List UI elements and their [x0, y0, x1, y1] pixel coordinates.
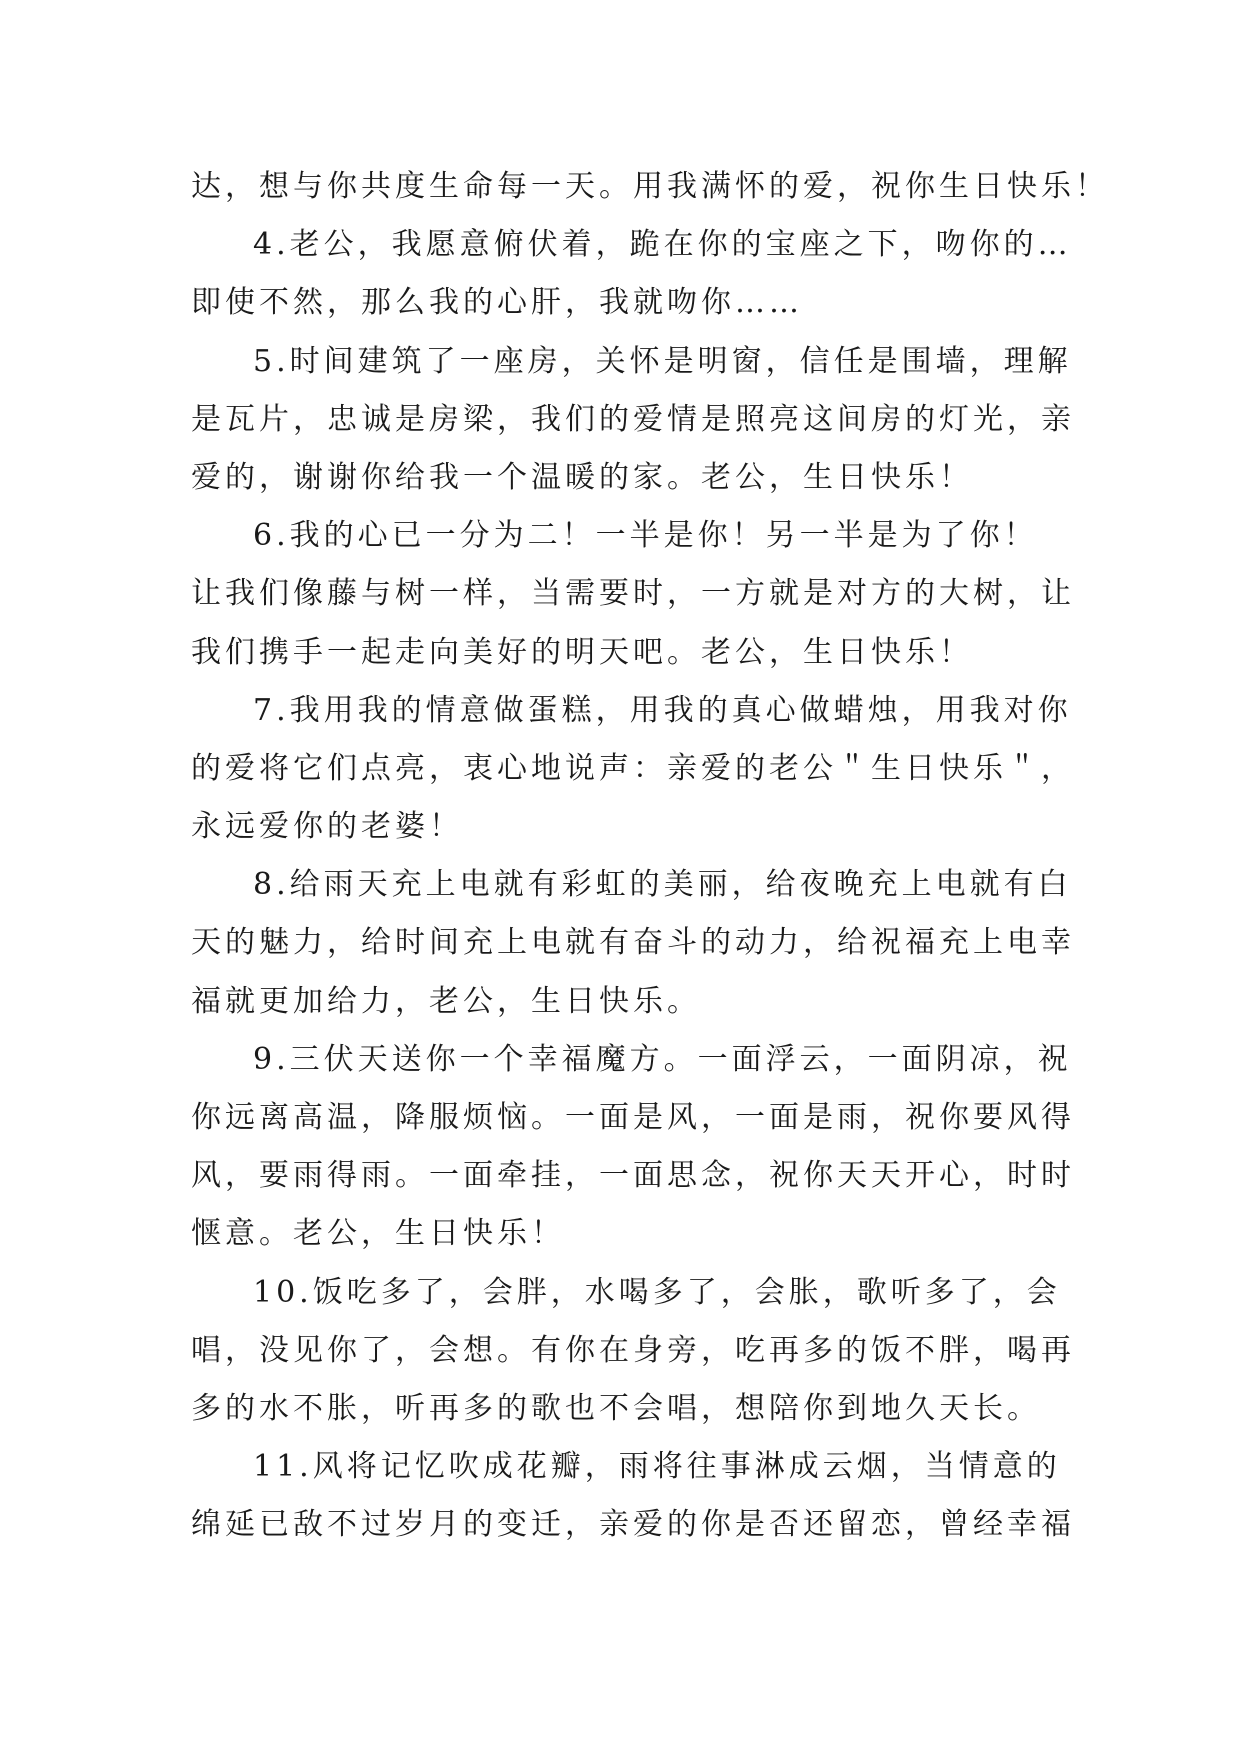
text-line: 绵延已敌不过岁月的变迁，亲爱的你是否还留恋，曾经幸福 — [191, 1507, 1075, 1543]
text-line: 达，想与你共度生命每一天。用我满怀的爱，祝你生日快乐！ — [191, 169, 1109, 204]
text-line: 11.风将记忆吹成花瓣，雨将往事淋成云烟，当情意的 — [253, 1449, 1061, 1485]
text-line: 唱，没见你了，会想。有你在身旁，吃再多的饭不胖，喝再 — [191, 1332, 1075, 1368]
text-line: 是瓦片，忠诚是房梁，我们的爱情是照亮这间房的灯光，亲 — [191, 401, 1075, 437]
text-line: 福就更加给力，老公，生日快乐。 — [191, 983, 701, 1019]
text-line: 10.饭吃多了，会胖，水喝多了，会胀，歌听多了，会 — [253, 1274, 1061, 1310]
text-line: 6.我的心已一分为二！一半是你！另一半是为了你！ — [253, 518, 1038, 554]
text-line: 7.我用我的情意做蛋糕，用我的真心做蜡烛，用我对你 — [253, 692, 1072, 728]
text-line: 永远爱你的老婆！ — [191, 809, 463, 845]
text-line: 天的魅力，给时间充上电就有奋斗的动力，给祝福充上电幸 — [191, 925, 1075, 961]
text-line: 你远离高温，降服烦恼。一面是风，一面是雨，祝你要风得 — [191, 1100, 1075, 1135]
text-line: 让我们像藤与树一样，当需要时，一方就是对方的大树，让 — [191, 576, 1075, 612]
text-line: 的爱将它们点亮，衷心地说声：亲爱的老公＂生日快乐＂， — [191, 750, 1075, 786]
text-line: 爱的，谢谢你给我一个温暖的家。老公，生日快乐！ — [191, 459, 973, 495]
text-line: 9.三伏天送你一个幸福魔方。一面浮云，一面阴凉，祝 — [253, 1041, 1072, 1077]
text-line: 4.老公，我愿意俯伏着，跪在你的宝座之下，吻你的… — [253, 227, 1072, 263]
text-line: 8.给雨天充上电就有彩虹的美丽，给夜晚充上电就有白 — [253, 867, 1072, 903]
text-line: 多的水不胀，听再多的歌也不会唱，想陪你到地久天长。 — [191, 1390, 1041, 1426]
text-line: 即使不然，那么我的心肝，我就吻你…… — [191, 285, 803, 321]
text-line: 5.时间建筑了一座房，关怀是明窗，信任是围墙，理解 — [253, 343, 1072, 379]
document-body — [191, 158, 1109, 1555]
text-line: 风，要雨得雨。一面牵挂，一面思念，祝你天天开心，时时 — [191, 1158, 1075, 1194]
text-line: 我们携手一起走向美好的明天吧。老公，生日快乐！ — [191, 634, 973, 670]
text-line: 惬意。老公，生日快乐！ — [191, 1216, 565, 1252]
